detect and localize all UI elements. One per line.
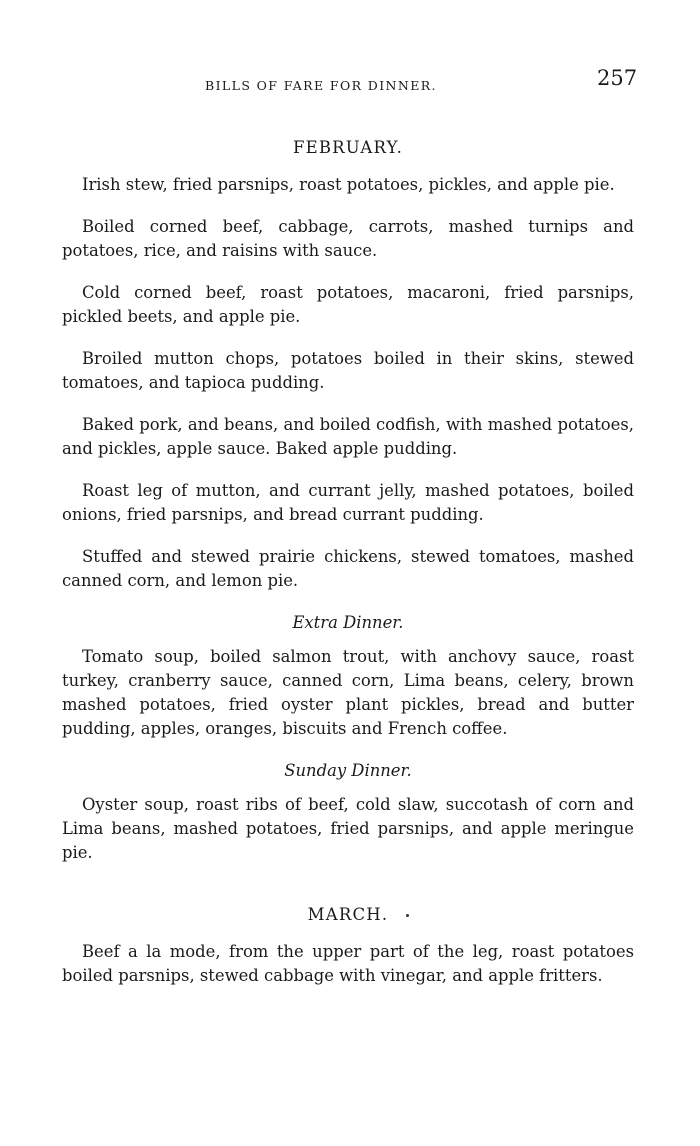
sub-heading-sunday-dinner: Sunday Dinner. <box>284 761 412 780</box>
section-spacer <box>62 881 634 903</box>
page-content <box>62 136 634 1006</box>
menu-paragraph: Broiled mutton chops, potatoes boiled in their skins, stewed tomatoes, and tapioca pudding. <box>62 349 634 392</box>
menu-paragraph: Beef a la mode, from the upper part of the leg, roast potatoes boiled parsnips, stewed cabbage with vinegar, and apple fritters. <box>62 942 634 985</box>
menu-paragraph-sunday-dinner: Oyster soup, roast ribs of beef, cold slaw, succotash of corn and Lima beans, mashed potatoes, fried parsnips, and apple meringue pie. <box>62 795 634 862</box>
section-heading-march: MARCH. <box>307 905 389 924</box>
menu-paragraph: Roast leg of mutton, and currant jelly, mashed potatoes, boiled onions, fried parsnips, and bread currant pudding. <box>62 481 634 524</box>
menu-paragraph: Cold corned beef, roast potatoes, macaroni, fried parsnips, pickled beets, and apple pie. <box>62 283 634 326</box>
menu-paragraph-extra-dinner: Tomato soup, boiled salmon trout, with anchovy sauce, roast turkey, cranberry sauce, canned corn, Lima beans, celery, brown mashed potatoes, fried oyster plant pickles, bread and butter pudding, apples, oranges, biscuits and French coffee. <box>62 647 634 738</box>
ink-speck <box>406 914 409 917</box>
running-head: BILLS OF FARE FOR DINNER. <box>205 78 437 93</box>
menu-paragraph: Irish stew, fried parsnips, roast potatoes, pickles, and apple pie. <box>82 175 615 194</box>
menu-paragraph: Stuffed and stewed prairie chickens, stewed tomatoes, mashed canned corn, and lemon pie. <box>62 547 634 590</box>
sub-heading-extra-dinner: Extra Dinner. <box>292 613 404 632</box>
menu-paragraph: Baked pork, and beans, and boiled codfish, with mashed potatoes, and pickles, apple sauce. Baked apple pudding. <box>62 415 634 458</box>
menu-paragraph: Boiled corned beef, cabbage, carrots, mashed turnips and potatoes, rice, and raisins with sauce. <box>62 217 634 260</box>
page-number: 257 <box>597 66 638 90</box>
section-heading-february: FEBRUARY. <box>292 138 404 157</box>
